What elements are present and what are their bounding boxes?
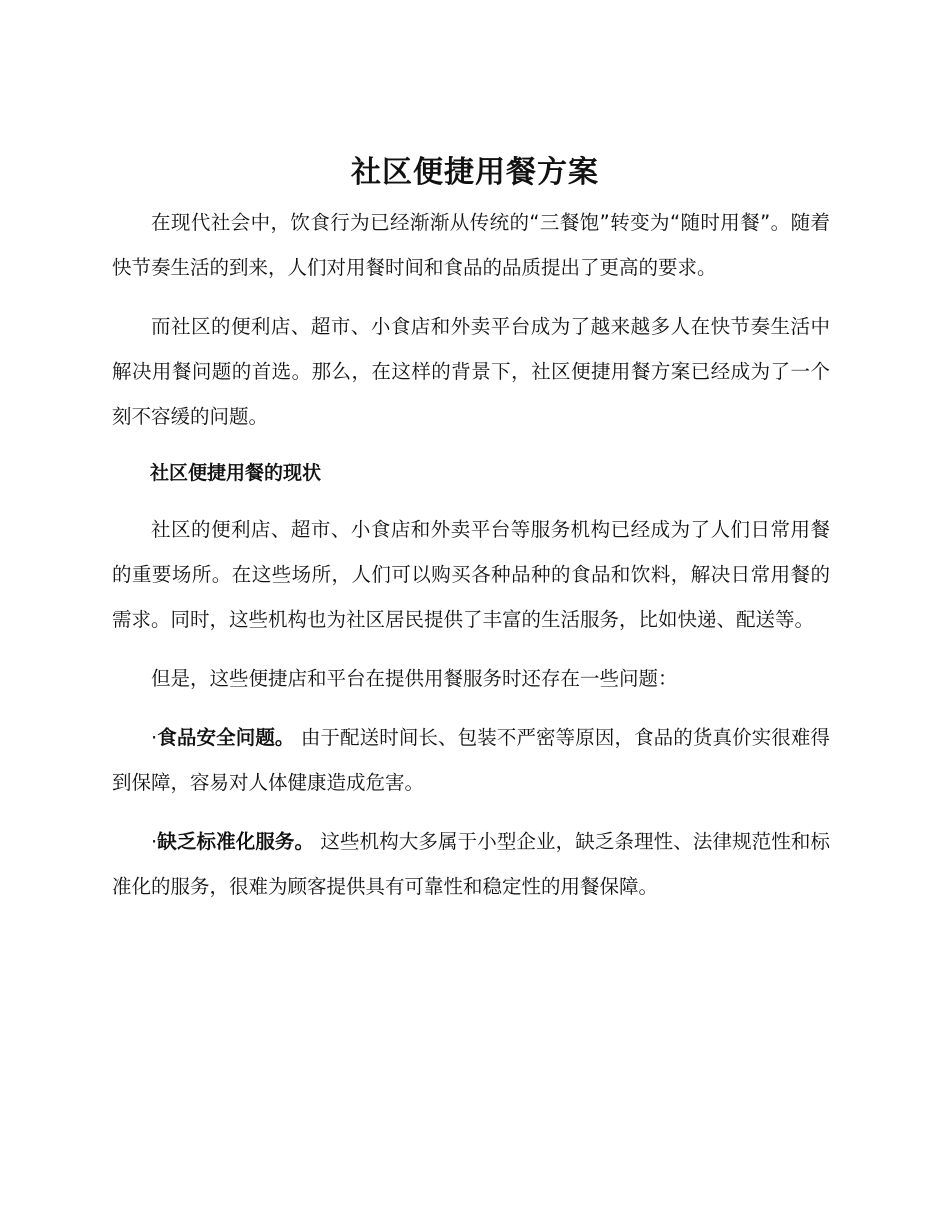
document-body <box>112 200 830 923</box>
bullet-lead: 缺乏标准化服务。 <box>157 830 315 853</box>
bullet-lead: 食品安全问题。 <box>157 726 295 749</box>
bullet-item-standardization <box>112 819 830 909</box>
document-title: 社区便捷用餐方案 <box>351 155 599 190</box>
intro-paragraph-2: 而社区的便利店、超市、小食店和外卖平台成为了越来越多人在快节奏生活中解决用餐问题的首选。那么，在这样的背景下，社区便捷用餐方案已经成为了一个刻不容缓的问题。 <box>112 315 830 428</box>
bullet-item-food-safety <box>112 715 830 805</box>
section-paragraph-1: 社区的便利店、超市、小食店和外卖平台等服务机构已经成为了人们日常用餐的重要场所。在这些场所，人们可以购买各种品种的食品和饮料，解决日常用餐的需求。同时，这些机构也为社区居民提供了丰富的生活服务，比如快递、配送等。 <box>112 518 830 631</box>
bullet-marker: · <box>151 830 158 853</box>
bullet-text: 由于配送时间长、包装不严密等原因，食品的货真价实很难得到保障，容易对人体健康造成危害。 <box>112 726 830 794</box>
bullet-text: 这些机构大多属于小型企业，缺乏条理性、法律规范性和标准化的服务，很难为顾客提供具有可靠性和稳定性的用餐保障。 <box>112 830 830 898</box>
section-paragraph-2: 但是，这些便捷店和平台在提供用餐服务时还存在一些问题： <box>151 667 678 690</box>
bullet-marker: · <box>151 726 158 749</box>
intro-paragraph-1: 在现代社会中，饮食行为已经渐渐从传统的“三餐饱”转变为“随时用餐”。随着快节奏生活的到来，人们对用餐时间和食品的品质提出了更高的要求。 <box>112 211 830 279</box>
section-heading: 社区便捷用餐的现状 <box>150 462 322 484</box>
